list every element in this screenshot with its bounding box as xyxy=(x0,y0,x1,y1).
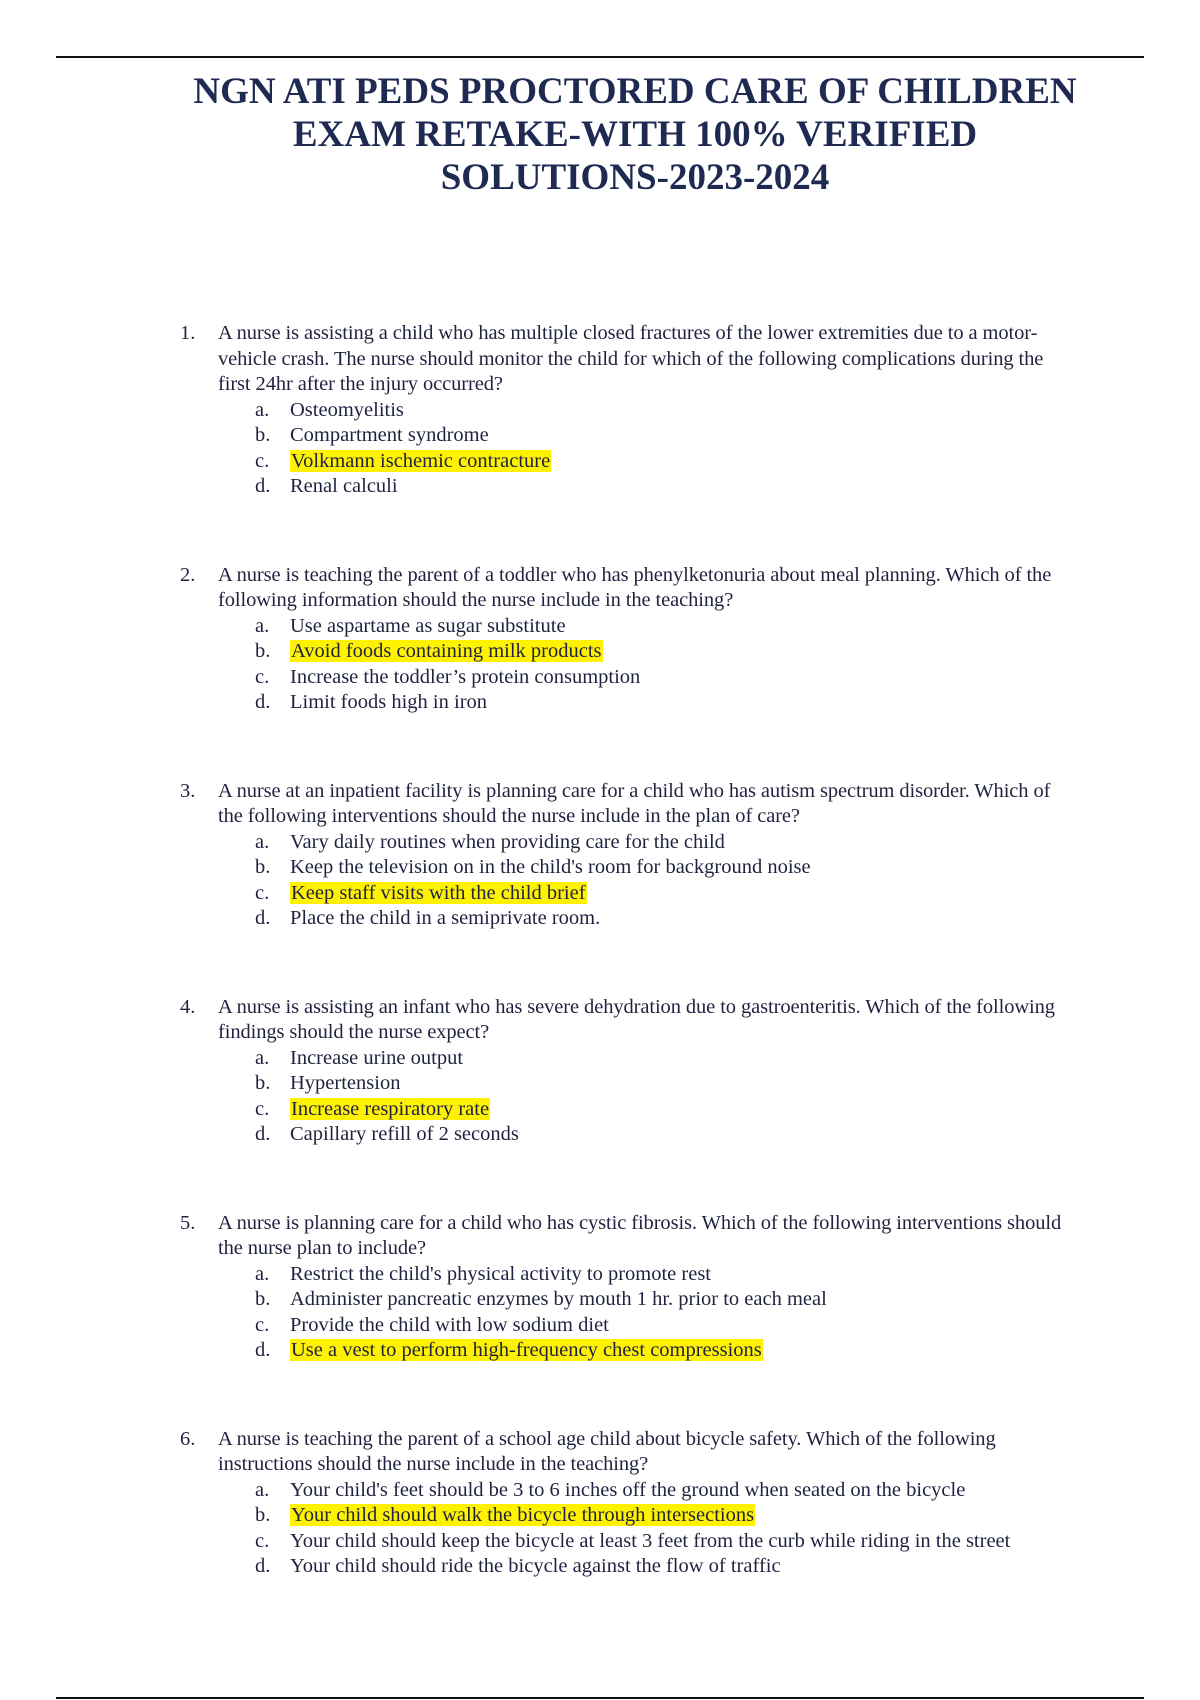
highlighted-answer: Use a vest to perform high-frequency chest compressions xyxy=(291,1339,762,1361)
option-text: Use aspartame as sugar substitute xyxy=(290,614,566,637)
option-letter: a. xyxy=(255,398,270,421)
option-1-3 xyxy=(255,449,1080,475)
question-stem: A nurse is assisting a child who has multiple closed fractures of the lower extremities due to a motor-vehicle crash. The nurse should monitor the child for which of the following complications during the first 24hr after the injury occurred? xyxy=(218,322,1044,395)
option-letter: a. xyxy=(255,830,270,853)
option-letter: d. xyxy=(255,1123,271,1145)
highlighted-answer: Your child should walk the bicycle through intersections xyxy=(291,1504,755,1526)
option-text: Limit foods high in iron xyxy=(290,691,488,713)
question-number: 4. xyxy=(180,995,196,1018)
question-stem: A nurse is teaching the parent of a school age child about bicycle safety. Which of the following instructions should the nurse include in the teaching? xyxy=(218,1427,996,1475)
question-number: 5. xyxy=(180,1211,196,1234)
option-text: Keep the television on in the child's room for background noise xyxy=(290,856,811,878)
option-4-2 xyxy=(255,1071,1080,1097)
option-5-4 xyxy=(255,1338,1080,1364)
option-letter: b. xyxy=(255,1072,271,1094)
option-3-3 xyxy=(255,881,1080,907)
document-title xyxy=(120,70,1150,199)
option-letter: b. xyxy=(255,640,271,662)
option-text: Administer pancreatic enzymes by mouth 1 hr. prior to each meal xyxy=(290,1288,827,1310)
top-rule xyxy=(56,56,1144,58)
option-text: Your child should ride the bicycle against the flow of traffic xyxy=(290,1555,781,1577)
option-list xyxy=(218,398,1080,500)
option-6-2 xyxy=(255,1503,1080,1529)
option-3-2 xyxy=(255,855,1080,881)
option-letter: c. xyxy=(255,1097,270,1120)
option-text: Increase urine output xyxy=(290,1046,464,1069)
option-2-3 xyxy=(255,665,1080,691)
question-number: 6. xyxy=(180,1427,196,1450)
option-letter: b. xyxy=(255,856,271,878)
option-2-2 xyxy=(255,639,1080,665)
option-letter: c. xyxy=(255,1313,270,1336)
option-letter: b. xyxy=(255,1504,271,1526)
option-3-4 xyxy=(255,906,1080,932)
option-letter: a. xyxy=(255,614,270,637)
option-text: Compartment syndrome xyxy=(290,424,489,446)
option-3-1 xyxy=(255,830,1080,856)
question-number: 1. xyxy=(180,322,196,344)
option-4-4 xyxy=(255,1122,1080,1148)
option-text: Provide the child with low sodium diet xyxy=(290,1313,609,1336)
option-text: Your child should keep the bicycle at least 3 feet from the curb while riding in the street xyxy=(290,1529,1011,1552)
option-letter: a. xyxy=(255,1262,270,1285)
option-letter: c. xyxy=(255,1529,270,1552)
question-4 xyxy=(180,995,1080,1148)
question-1 xyxy=(180,321,1080,500)
option-4-1 xyxy=(255,1046,1080,1072)
option-1-2 xyxy=(255,423,1080,449)
option-letter: d. xyxy=(255,475,271,497)
option-text: Vary daily routines when providing care for the child xyxy=(290,830,725,853)
option-letter: c. xyxy=(255,881,270,904)
question-number: 3. xyxy=(180,779,196,802)
option-text: Hypertension xyxy=(290,1072,401,1094)
option-2-4 xyxy=(255,690,1080,716)
option-letter: d. xyxy=(255,1339,271,1361)
highlighted-answer: Increase respiratory rate xyxy=(291,1097,490,1120)
question-6 xyxy=(180,1427,1080,1580)
option-1-1 xyxy=(255,398,1080,424)
option-6-1 xyxy=(255,1478,1080,1504)
title-line-3: SOLUTIONS-2023-2024 xyxy=(440,157,830,198)
option-letter: a. xyxy=(255,1478,270,1501)
highlighted-answer: Avoid foods containing milk products xyxy=(291,640,602,662)
option-4-3 xyxy=(255,1097,1080,1123)
option-letter: c. xyxy=(255,449,270,472)
question-3 xyxy=(180,779,1080,932)
option-letter: d. xyxy=(255,691,271,713)
question-stem: A nurse is teaching the parent of a toddler who has phenylketonuria about meal planning. Which of the following information should the nurse include in the teaching? xyxy=(218,563,1052,611)
question-stem: A nurse is planning care for a child who has cystic fibrosis. Which of the following interventions should the nurse plan to include? xyxy=(218,1211,1062,1259)
option-text: Renal calculi xyxy=(290,475,398,497)
option-2-1 xyxy=(255,614,1080,640)
option-letter: b. xyxy=(255,1288,271,1310)
option-text: Capillary refill of 2 seconds xyxy=(290,1123,519,1145)
option-5-1 xyxy=(255,1262,1080,1288)
question-2 xyxy=(180,563,1080,716)
option-text: Your child's feet should be 3 to 6 inches off the ground when seated on the bicycle xyxy=(290,1478,966,1501)
option-text: Increase the toddler’s protein consumption xyxy=(290,665,641,688)
title-line-2: EXAM RETAKE-WITH 100% VERIFIED xyxy=(292,114,978,155)
question-list xyxy=(180,321,1080,1643)
option-list xyxy=(218,1478,1080,1580)
option-letter: d. xyxy=(255,907,271,929)
option-letter: a. xyxy=(255,1046,270,1069)
question-5 xyxy=(180,1211,1080,1364)
question-stem: A nurse at an inpatient facility is planning care for a child who has autism spectrum disorder. Which of the following interventions should the nurse include in the plan of care? xyxy=(218,779,1051,827)
option-5-2 xyxy=(255,1287,1080,1313)
highlighted-answer: Volkmann ischemic contracture xyxy=(291,449,551,472)
highlighted-answer: Keep staff visits with the child brief xyxy=(291,881,586,904)
option-text: Osteomyelitis xyxy=(290,398,404,421)
option-5-3 xyxy=(255,1313,1080,1339)
option-list xyxy=(218,614,1080,716)
question-stem: A nurse is assisting an infant who has severe dehydration due to gastroenteritis. Which of the following findings should the nurse expect? xyxy=(218,995,1055,1043)
option-1-4 xyxy=(255,474,1080,500)
question-number: 2. xyxy=(180,563,196,586)
option-letter: b. xyxy=(255,424,271,446)
option-letter: d. xyxy=(255,1555,271,1577)
option-6-3 xyxy=(255,1529,1080,1555)
option-list xyxy=(218,1262,1080,1364)
option-6-4 xyxy=(255,1554,1080,1580)
title-line-1: NGN ATI PEDS PROCTORED CARE OF CHILDREN xyxy=(193,71,1077,112)
option-list xyxy=(218,830,1080,932)
bottom-rule xyxy=(56,1697,1144,1699)
option-text: Restrict the child's physical activity to promote rest xyxy=(290,1262,712,1285)
option-letter: c. xyxy=(255,665,270,688)
option-list xyxy=(218,1046,1080,1148)
option-text: Place the child in a semiprivate room. xyxy=(290,907,601,929)
